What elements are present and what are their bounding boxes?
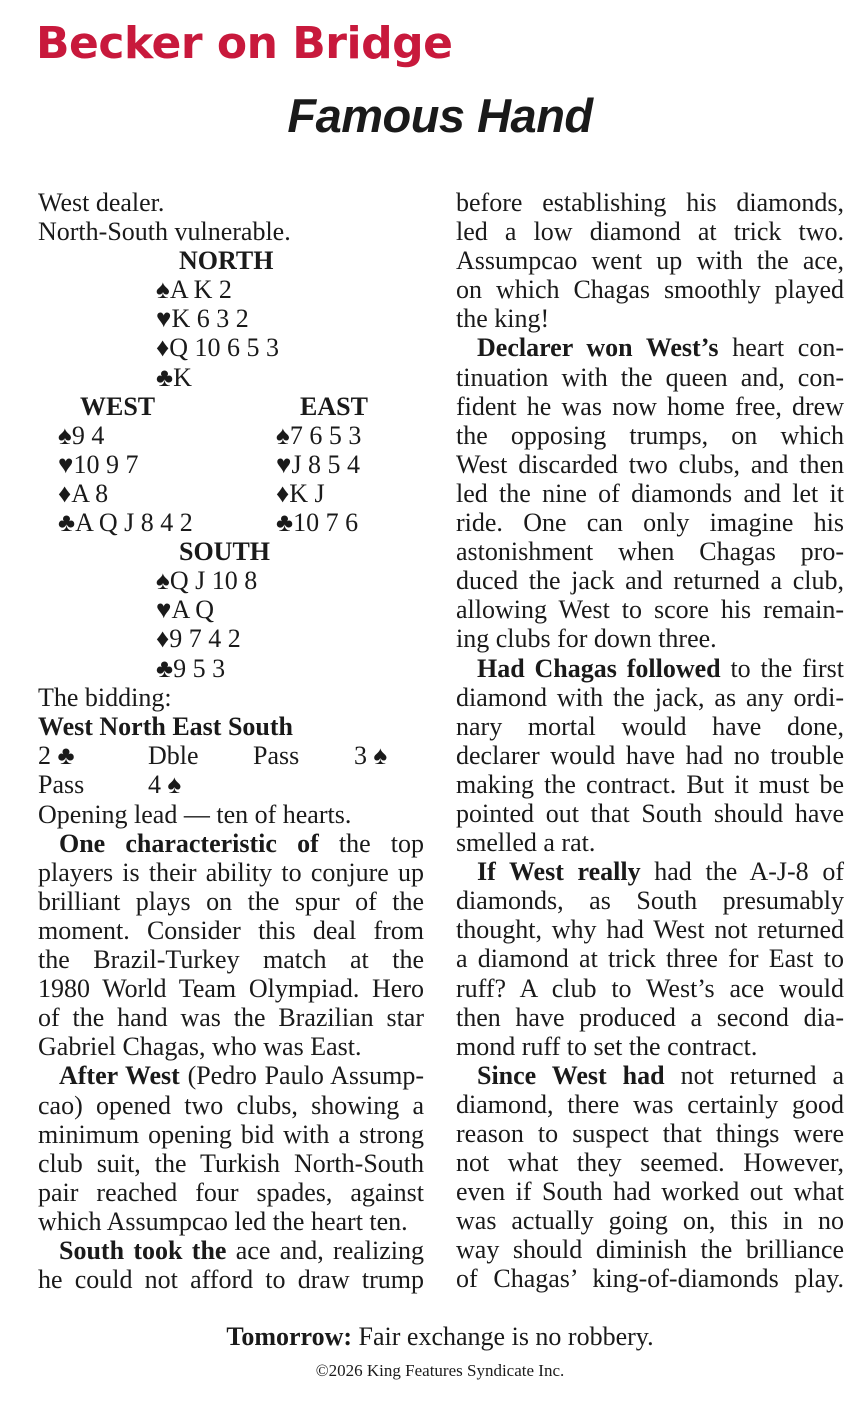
paragraph-line: duced the jack and returned a club, xyxy=(456,566,844,596)
west-spades: ♠9 4 xyxy=(58,421,105,451)
paragraph-line: making the contract. But it must be xyxy=(456,769,844,799)
tomorrow-teaser xyxy=(0,1322,864,1352)
paragraph-line: thought, why had West not returned xyxy=(456,915,844,945)
article-subtitle: Famous Hand xyxy=(287,89,593,142)
west-clubs: ♣A Q J 8 4 2 xyxy=(58,508,193,538)
bidding-header-east: East xyxy=(172,712,222,742)
paragraph-line: ing clubs for down three. xyxy=(456,624,717,654)
paragraph-line: cao) opened two clubs, showing a xyxy=(38,1090,424,1120)
paragraph-lead-bold: If West really xyxy=(477,857,641,887)
paragraph-line xyxy=(38,1061,424,1090)
right-column xyxy=(456,188,844,1294)
opening-lead-line: Opening lead — ten of hearts. xyxy=(38,799,352,829)
west-diamonds: ♦A 8 xyxy=(58,479,109,509)
text-run: the top xyxy=(338,828,424,858)
paragraph-line xyxy=(456,1061,844,1090)
paragraph-lead-bold: After West xyxy=(59,1061,180,1091)
paragraph-line: club suit, the Turkish North-South xyxy=(38,1148,424,1178)
paragraph-line: declarer would have had no trouble xyxy=(456,740,844,770)
north-hearts: ♥K 6 3 2 xyxy=(156,304,249,334)
paragraph-line xyxy=(456,333,844,362)
bid-cell: Pass xyxy=(38,770,85,800)
paragraph-line xyxy=(38,1236,424,1265)
west-hearts: ♥10 9 7 xyxy=(58,450,139,480)
tomorrow-text: Fair exchange is no robbery. xyxy=(358,1322,654,1351)
paragraph-line: the opposing trumps, on which xyxy=(456,420,844,450)
paragraph-lead-bold: South took the xyxy=(59,1235,227,1265)
east-diamonds: ♦K J xyxy=(276,479,325,509)
copyright-line: ©2026 King Features Syndicate Inc. xyxy=(315,1361,565,1380)
paragraph-line: mond ruff to set the contract. xyxy=(456,1031,758,1061)
paragraph-line xyxy=(38,829,424,858)
bidding-header-west: West xyxy=(38,712,93,742)
paragraph-line: fident he was now home free, drew xyxy=(456,391,844,421)
paragraph-line: ride. One can only imagine his xyxy=(456,508,844,538)
bidding-header-south: South xyxy=(227,712,293,742)
text-run: ace and, realizing xyxy=(235,1235,424,1265)
bidding-header-north: North xyxy=(99,712,166,742)
paragraph-line: way should diminish the brilliance xyxy=(456,1235,844,1265)
vulnerability-line: North-South vulnerable. xyxy=(38,217,291,247)
paragraph-line: even if South had worked out what xyxy=(456,1177,844,1207)
paragraph-lead-bold: Had Chagas followed xyxy=(477,653,721,683)
paragraph-line: he could not afford to draw trump xyxy=(38,1265,424,1295)
paragraph-line: not what they seemed. However, xyxy=(456,1148,844,1178)
paragraph-line: minimum opening bid with a strong xyxy=(38,1119,424,1149)
tomorrow-label: Tomorrow: xyxy=(226,1322,353,1351)
paragraph-line: pair reached four spades, against xyxy=(38,1177,424,1207)
bid-cell: Pass xyxy=(253,741,300,771)
paragraph-line: led a low diamond at trick two. xyxy=(456,217,844,247)
paragraph-line: diamond with the jack, as any ordi- xyxy=(456,682,844,712)
north-spades: ♠A K 2 xyxy=(156,275,232,305)
north-diamonds: ♦Q 10 6 5 3 xyxy=(156,333,280,363)
text-run: (Pedro Paulo Assump- xyxy=(187,1061,424,1091)
paragraph-line: players is their ability to conjure up xyxy=(38,857,424,887)
paragraph-line: ruff? A club to West’s ace would xyxy=(456,973,844,1003)
paragraph-line: West discarded two clubs, and then xyxy=(456,449,844,479)
paragraph-line xyxy=(456,857,844,886)
east-clubs: ♣10 7 6 xyxy=(276,508,359,538)
north-clubs: ♣K xyxy=(156,363,192,393)
paragraph-line: of the hand was the Brazilian star xyxy=(38,1003,424,1033)
bid-cell: 4 ♠ xyxy=(148,770,182,800)
column-brand-title: Becker on Bridge xyxy=(36,18,453,69)
paragraph-line: smelled a rat. xyxy=(456,828,596,858)
east-hearts: ♥J 8 5 4 xyxy=(276,450,361,480)
south-label: SOUTH xyxy=(179,537,271,567)
paragraph-line: before establishing his diamonds, xyxy=(456,188,844,217)
paragraph-lead-bold: One characteristic of xyxy=(59,828,319,858)
bid-cell: Dble xyxy=(148,741,199,771)
bidding-header-row xyxy=(38,712,424,741)
paragraph-lead-bold: Declarer won West’s xyxy=(477,333,719,363)
paragraph-line: led the nine of diamonds and let it xyxy=(456,478,844,508)
south-clubs: ♣9 5 3 xyxy=(156,654,226,684)
bidding-row xyxy=(38,770,424,799)
east-label: EAST xyxy=(300,392,368,422)
bidding-row xyxy=(38,741,424,770)
paragraph-line: 1980 World Team Olympiad. Hero xyxy=(38,974,424,1004)
paragraph-line: Assumpcao went up with the ace, xyxy=(456,246,844,276)
paragraph-line: allowing West to score his remain- xyxy=(456,595,844,625)
paragraph-lead-bold: Since West had xyxy=(477,1060,665,1090)
south-hearts: ♥A Q xyxy=(156,595,215,625)
bidding-label: The bidding: xyxy=(38,683,172,713)
paragraph-line: Gabriel Chagas, who was East. xyxy=(38,1032,362,1062)
paragraph-line: of Chagas’ king-of-diamonds play. xyxy=(456,1264,844,1294)
paragraph-line: on which Chagas smoothly played xyxy=(456,275,844,305)
paragraph-line: the Brazil-Turkey match at the xyxy=(38,945,424,975)
paragraph-line: brilliant plays on the spur of the xyxy=(38,886,424,916)
east-spades: ♠7 6 5 3 xyxy=(276,421,362,451)
paragraph-line xyxy=(456,654,844,683)
south-spades: ♠Q J 10 8 xyxy=(156,566,258,596)
bid-cell: 3 ♠ xyxy=(354,741,388,771)
paragraph-line: tinuation with the queen and, con- xyxy=(456,362,844,392)
paragraph-line: moment. Consider this deal from xyxy=(38,915,424,945)
north-label: NORTH xyxy=(179,246,274,276)
text-run: not returned a xyxy=(680,1060,844,1090)
paragraph-line: a diamond at trick three for East to xyxy=(456,944,844,974)
paragraph-line: astonishment when Chagas pro- xyxy=(456,537,844,567)
paragraph-line: then have produced a second dia- xyxy=(456,1002,844,1032)
paragraph-line: the king! xyxy=(456,304,550,334)
paragraph-line: which Assumpcao led the heart ten. xyxy=(38,1206,408,1236)
text-run: heart con- xyxy=(732,333,844,363)
paragraph-line: reason to suspect that things were xyxy=(456,1119,844,1148)
paragraph-line: was actually going on, this in no xyxy=(456,1206,844,1236)
west-label: WEST xyxy=(80,392,156,422)
dealer-line: West dealer. xyxy=(38,188,165,217)
south-diamonds: ♦9 7 4 2 xyxy=(156,624,241,654)
paragraph-line: diamond, there was certainly good xyxy=(456,1089,844,1119)
paragraph-line: pointed out that South should have xyxy=(456,798,844,828)
paragraph-line: diamonds, as South presumably xyxy=(456,886,844,916)
left-column xyxy=(38,188,424,1294)
deal-diagram xyxy=(38,246,424,683)
text-run: had the A-J-8 of xyxy=(654,857,845,887)
text-run: to the first xyxy=(730,653,845,683)
paragraph-line: nary mortal would have done, xyxy=(456,711,844,741)
bid-cell: 2 ♣ xyxy=(38,741,75,771)
